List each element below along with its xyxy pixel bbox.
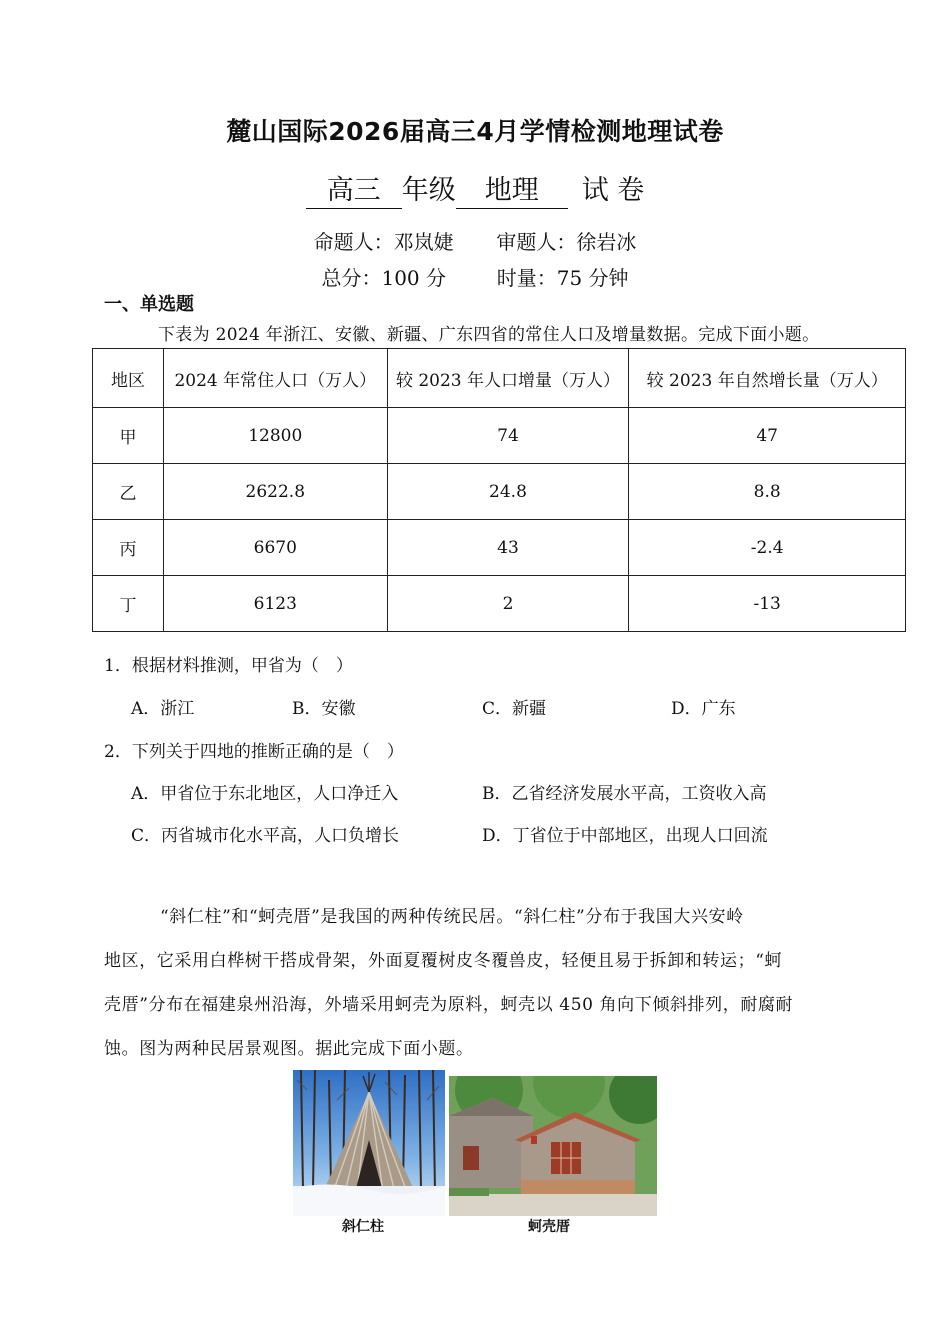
question-1-stem: 1．根据材料推测，甲省为（ ） [104,656,353,676]
table-cell: -13 [629,576,906,632]
table-cell: 74 [387,408,629,464]
table-cell: 2622.8 [163,464,387,520]
table-header-cell: 2024 年常住人口（万人） [163,349,387,408]
question-1-option-c[interactable]: C．新疆 [482,699,547,719]
table-cell: 43 [387,520,629,576]
question-2-stem: 2．下列关于四地的推断正确的是（ ） [104,742,404,762]
subject-value: 地理 [456,174,568,209]
xierenzhu-photo [293,1070,445,1216]
score-line [0,262,950,291]
table-header-cell: 地区 [93,349,164,408]
passage-line: 壳厝”分布在福建泉州沿海，外墙采用蚵壳为原料，蚵壳以 450 角向下倾斜排列，耐腐耐 [104,995,794,1015]
oyster-house-illustration [449,1076,657,1216]
table-row [93,464,906,520]
question-1-option-d[interactable]: D．广东 [671,699,736,719]
table-cell: 8.8 [629,464,906,520]
passage-line: “斜仁柱”和“蚵壳厝”是我国的两种传统民居。“斜仁柱”分布于我国大兴安岭 [160,907,744,927]
table-intro: 下表为 2024 年浙江、安徽、新疆、广东四省的常住人口及增量数据。完成下面小题。 [158,325,820,345]
total-score: 总分：100 分 [321,266,446,290]
table-row [93,520,906,576]
table-header-row [93,349,906,408]
question-2-option-b[interactable]: B．乙省经济发展水平高，工资收入高 [482,784,767,804]
question-1-option-a[interactable]: A．浙江 [131,699,195,719]
table-cell: 6123 [163,576,387,632]
grade-suffix: 年级 [401,175,456,206]
xierenzhu-caption: 斜仁柱 [342,1219,384,1235]
author-line [0,226,950,255]
question-2-option-a[interactable]: A．甲省位于东北地区，人口净迁入 [131,784,399,804]
table-row [93,408,906,464]
exam-title: 麓山国际2026届高三4月学情检测地理试卷 [226,117,724,146]
table-row [93,576,906,632]
question-2-option-c[interactable]: C．丙省城市化水平高，人口负增长 [131,826,400,846]
table-cell: 丁 [93,576,164,632]
grade-value: 高三 [306,174,402,209]
population-table [92,348,906,632]
table-cell: 2 [387,576,629,632]
question-1-option-b[interactable]: B．安徽 [292,699,356,719]
table-cell: 24.8 [387,464,629,520]
passage-line: 地区，它采用白桦树干搭成骨架，外面夏覆树皮冬覆兽皮，轻便且易于拆卸和转运；“蚵 [104,951,783,971]
exam-subtitle [0,168,950,209]
reviewer: 审题人：徐岩冰 [496,230,637,254]
paper-label: 试 卷 [581,175,645,206]
time-limit: 时量：75 分钟 [496,266,629,290]
table-header-cell: 较 2023 年自然增长量（万人） [629,349,906,408]
table-header-cell: 较 2023 年人口增量（万人） [387,349,629,408]
table-cell: 6670 [163,520,387,576]
table-cell: -2.4 [629,520,906,576]
table-cell: 47 [629,408,906,464]
setter: 命题人：邓岚婕 [313,230,454,254]
passage-line: 蚀。图为两种民居景观图。据此完成下面小题。 [104,1039,474,1059]
tipi-illustration [293,1070,445,1216]
table-cell: 丙 [93,520,164,576]
table-cell: 乙 [93,464,164,520]
keqiaocuo-caption: 蚵壳厝 [528,1219,570,1235]
keqiaocuo-photo [449,1076,657,1216]
section-heading: 一、单选题 [104,294,194,315]
question-2-option-d[interactable]: D．丁省位于中部地区，出现人口回流 [482,826,768,846]
table-cell: 12800 [163,408,387,464]
material-passage [104,895,849,1071]
table-cell: 甲 [93,408,164,464]
